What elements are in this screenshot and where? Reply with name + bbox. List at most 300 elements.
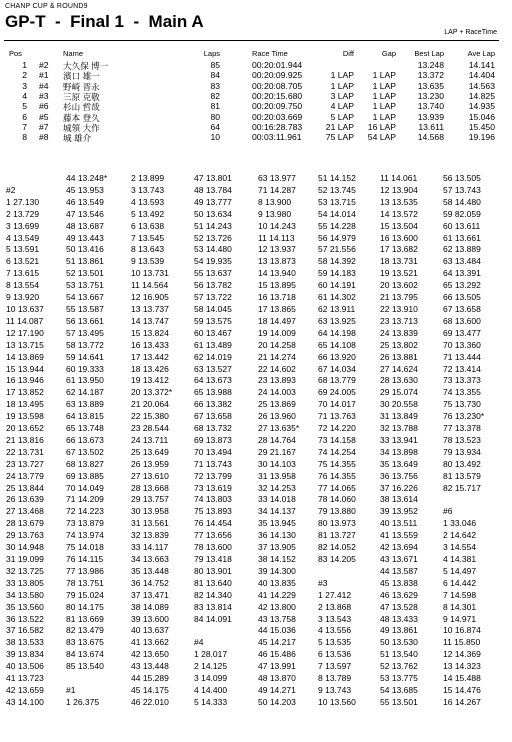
lap-entry: 15 13.895 — [258, 280, 296, 291]
lap-entry: 11 14.087 — [6, 315, 44, 326]
lap-entry: 22 13.731 — [6, 446, 44, 457]
lap-entry — [318, 566, 356, 578]
result-row — [0, 122, 512, 132]
lap-entry: 25 13.649 — [131, 446, 169, 457]
lap-entry: 60 14.191 — [318, 280, 356, 291]
result-row — [0, 60, 512, 70]
result-ave-lap: 15.450 — [468, 121, 495, 132]
result-car-number: #1 — [39, 70, 49, 81]
result-ave-lap: 14.141 — [468, 60, 495, 70]
lap-column — [131, 173, 172, 709]
result-car-number: #8 — [39, 132, 49, 143]
lap-entry: 36 13.756 — [380, 470, 418, 481]
lap-entry: 83 13.814 — [194, 601, 232, 612]
lap-entry: 56 14.979 — [318, 232, 356, 243]
lap-entry: 83 14.205 — [318, 554, 356, 564]
lap-entry: 38 13.533 — [6, 637, 44, 648]
result-ave-lap: 19.196 — [468, 132, 495, 143]
lap-entry: 82 14.052 — [318, 542, 356, 553]
lap-entry: 24 13.711 — [131, 434, 169, 445]
lap-entry: 30 14.103 — [258, 458, 296, 469]
lap-entry: 21 13.795 — [380, 292, 418, 303]
lap-entry: 57 13.743 — [443, 184, 481, 195]
lap-entry: 61 13.489 — [194, 339, 232, 350]
lap-entry: 63 13.484 — [443, 256, 481, 267]
lap-entry: 16 13.433 — [131, 339, 169, 350]
lap-entry: 48 13.687 — [66, 220, 104, 231]
lap-entry: 69 13.477 — [443, 327, 481, 338]
lap-entry: 14 13.869 — [6, 351, 44, 362]
lap-entry: 33 13.941 — [380, 434, 418, 445]
result-position: 6 — [22, 111, 27, 122]
lap-entry: 30 14.948 — [6, 542, 44, 553]
result-best-lap: 13.248 — [417, 60, 444, 70]
lap-entry: 1 27.412 — [318, 589, 352, 600]
result-race-time: 00:03:11.961 — [252, 132, 302, 143]
lap-entry: 33 13.805 — [6, 577, 44, 588]
lap-entry: 38 14.152 — [258, 554, 296, 564]
lap-entry: 16 14.267 — [443, 696, 481, 707]
lap-entry: 29 15.074 — [380, 387, 418, 398]
result-driver-name: 三原 克敬 — [63, 91, 100, 102]
lap-entry: 60 13.467 — [194, 327, 232, 338]
lap-entry: 11 15.850 — [443, 637, 481, 648]
result-best-lap: 14.568 — [417, 132, 444, 143]
result-gap — [356, 60, 396, 70]
lap-entry: 68 13.827 — [66, 458, 104, 469]
lap-entry: 66 13.673 — [66, 434, 104, 445]
result-best-lap: 13.372 — [417, 70, 444, 81]
lap-entry: 63 13.925 — [318, 315, 356, 326]
lap-entry: 59 82.059 — [443, 208, 481, 219]
lap-entry: 67 13.658 — [194, 411, 232, 422]
lap-column — [258, 173, 299, 709]
lap-entry: 75 14.018 — [66, 542, 104, 553]
lap-entry: 73 13.879 — [66, 518, 104, 529]
lap-entry: 46 13.549 — [66, 196, 104, 207]
lap-entry: 54 19.935 — [194, 256, 232, 267]
lap-entry: 69 13.873 — [194, 434, 232, 445]
lap-entry: 31 13.561 — [131, 518, 169, 529]
lap-entry: 71 13.743 — [194, 458, 232, 469]
lap-entry: 78 14.060 — [318, 494, 356, 505]
lap-entry: 8 13.554 — [6, 280, 40, 291]
result-position: 5 — [22, 101, 27, 112]
lap-entry: 2 13.729 — [6, 208, 40, 219]
car-heading: #2 — [6, 184, 16, 195]
lap-entry: 24 13.839 — [380, 327, 418, 338]
lap-entry: 24 14.003 — [258, 387, 296, 398]
lap-entry: 58 13.772 — [66, 339, 104, 350]
lap-entry: 37 16.226 — [380, 482, 418, 493]
col-name: Name — [63, 49, 84, 58]
result-laps: 64 — [210, 121, 220, 132]
lap-entry: 42 13.694 — [380, 542, 418, 553]
lap-entry: 6 13.638 — [131, 220, 165, 231]
car-heading: #1 — [66, 684, 76, 695]
lap-entry: 73 14.158 — [318, 434, 356, 445]
result-ave-lap: 14.563 — [468, 80, 495, 91]
lap-entry: 40 13.637 — [131, 625, 169, 636]
lap-entry: 52 13.726 — [194, 232, 232, 243]
lap-entry: 72 13.799 — [194, 470, 232, 481]
lap-entry: 1 27.130 — [6, 196, 40, 207]
lap-column — [443, 173, 484, 709]
lap-entry: 84 13.674 — [66, 649, 104, 660]
result-best-lap: 13.635 — [417, 80, 444, 91]
lap-entry: 32 13.725 — [6, 565, 44, 576]
lap-entry: 71 14.209 — [66, 494, 104, 505]
lap-entry: 49 14.271 — [258, 684, 296, 695]
lap-entry: 15 13.824 — [131, 327, 169, 338]
lap-entry: 6 13.521 — [6, 256, 40, 267]
lap-entry: 20 13.652 — [6, 423, 44, 434]
lap-entry: 18 13.731 — [380, 256, 418, 267]
lap-entry: 2 13.899 — [131, 173, 165, 183]
lap-entry: 34 14.137 — [258, 506, 296, 517]
result-gap: 1 LAP — [372, 111, 396, 122]
lap-entry: 46 13.629 — [380, 589, 418, 600]
lap-entry: 76 14.454 — [194, 518, 232, 529]
lap-column — [318, 173, 356, 709]
lap-entry: 2 13.868 — [318, 601, 352, 612]
lap-entry: 14 13.940 — [258, 268, 296, 279]
lap-entry: 43 13.448 — [131, 661, 169, 672]
lap-entry: 44 15.036 — [258, 625, 296, 636]
lap-entry: 32 14.253 — [258, 482, 296, 493]
lap-entry: 42 13.800 — [258, 601, 296, 612]
lap-entry: 8 13.643 — [131, 244, 165, 255]
lap-entry: 5 14.333 — [194, 696, 228, 707]
lap-entry: 43 13.758 — [258, 613, 296, 624]
col-race-time: Race Time — [252, 49, 288, 58]
lap-entry: 76 14.355 — [318, 470, 356, 481]
lap-entry: 41 13.723 — [6, 673, 44, 684]
lap-entry: 39 13.600 — [131, 613, 169, 624]
lap-entry: 17 13.865 — [258, 303, 296, 314]
lap-entry: 31 13.958 — [258, 470, 296, 481]
lap-entry: 78 13.523 — [443, 434, 481, 445]
result-diff: 5 LAP — [330, 111, 354, 122]
lap-entry: 22 14.602 — [258, 363, 296, 374]
lap-entry: 63 13.977 — [258, 173, 296, 183]
lap-entry: 9 13.920 — [6, 292, 40, 303]
lap-entry: 64 13.673 — [194, 375, 232, 386]
lap-column — [66, 173, 107, 709]
lap-entry: 74 13.803 — [194, 494, 232, 505]
lap-entry: 9 13.980 — [258, 208, 292, 219]
lap-entry: 48 13.433 — [380, 613, 418, 624]
lap-entry: 51 14.152 — [318, 173, 356, 183]
lap-entry: 1 26.375 — [66, 696, 100, 707]
lap-entry — [443, 494, 484, 506]
lap-entry: 3 13.699 — [6, 220, 40, 231]
lap-entry: 3 14.099 — [194, 673, 228, 684]
lap-entry: 50 13.634 — [194, 208, 232, 219]
lap-entry: 13 13.715 — [6, 339, 44, 350]
lap-entry: 66 13.920 — [318, 351, 356, 362]
result-gap: 1 LAP — [372, 101, 396, 112]
lap-entry: 47 13.801 — [194, 173, 232, 183]
lap-entry: 38 14.089 — [131, 601, 169, 612]
lap-entry: 59 13.575 — [194, 315, 232, 326]
lap-entry: 62 13.889 — [443, 244, 481, 255]
lap-entry: 10 16.874 — [443, 625, 481, 636]
lap-entry: 5 13.535 — [318, 637, 352, 648]
lap-entry: 9 13.743 — [318, 684, 352, 695]
lap-entry: 56 13.661 — [66, 315, 104, 326]
lap-entry: 28 13.630 — [380, 375, 418, 386]
lap-entry: 12 13.904 — [380, 184, 418, 195]
result-driver-name: 杉山 哲哉 — [63, 102, 100, 113]
lap-entry: 41 14.229 — [258, 589, 296, 600]
result-position: 2 — [22, 70, 27, 81]
lap-entry: 2 14.125 — [194, 661, 228, 672]
lap-entry: 50 13.530 — [380, 637, 418, 648]
lap-entry: 63 13.889 — [66, 399, 104, 410]
col-diff: Diff — [342, 49, 354, 58]
lap-entry: 32 13.839 — [131, 530, 169, 541]
lap-entry: 12 14.369 — [443, 649, 481, 660]
lap-entry: 73 13.373 — [443, 375, 481, 386]
result-car-number: #5 — [39, 111, 49, 122]
lap-entry: 55 13.637 — [194, 268, 232, 279]
lap-entry: 26 13.959 — [131, 458, 169, 469]
result-driver-name: 濱口 雄一 — [63, 71, 100, 82]
lap-entry: 53 13.715 — [318, 196, 356, 207]
result-car-number: #3 — [39, 90, 49, 101]
result-diff — [310, 60, 354, 70]
lap-entry: 37 13.905 — [258, 542, 296, 553]
lap-entry: 12 17.190 — [6, 327, 44, 338]
lap-entry: 40 13.506 — [6, 661, 44, 672]
result-position: 3 — [22, 80, 27, 91]
lap-entry: 58 14.392 — [318, 256, 356, 267]
col-laps: Laps — [203, 49, 220, 58]
lap-entry: 64 13.815 — [66, 411, 104, 422]
lap-entry: 33 14.117 — [131, 542, 169, 553]
lap-entry: 35 13.945 — [258, 518, 296, 529]
lap-entry: 60 19.333 — [66, 363, 104, 374]
lap-entry: 35 13.560 — [6, 601, 44, 612]
lap-entry: 55 13.501 — [380, 696, 418, 707]
col-pos: Pos — [9, 49, 22, 58]
lap-entry: 82 13.479 — [66, 625, 104, 636]
lap-entry: 44 13.248* — [66, 173, 108, 183]
lap-entry: 31 19.099 — [6, 554, 44, 564]
result-driver-name: 藤本 登久 — [63, 112, 100, 123]
lap-entry: 57 13.495 — [66, 327, 104, 338]
header-rule — [4, 40, 499, 41]
page-title: GP-T - Final 1 - Main A — [5, 12, 204, 31]
lap-entry: 1 28.017 — [194, 649, 228, 660]
lap-entry: 21 14.274 — [258, 351, 296, 362]
lap-entry: 32 13.788 — [380, 423, 418, 434]
lap-entry: 8 13.900 — [258, 196, 292, 207]
lap-entry: 7 13.615 — [6, 268, 40, 279]
lap-entry: 28 13.679 — [6, 518, 44, 529]
lap-entry: 47 13.546 — [66, 208, 104, 219]
lap-entry: 30 20.558 — [380, 399, 418, 410]
result-driver-name: 城 雄介 — [63, 133, 92, 144]
lap-entry: 71 13.763 — [318, 411, 356, 422]
lap-entry: 62 14.019 — [194, 351, 232, 362]
lap-entry: 61 13.950 — [66, 375, 104, 386]
lap-entry: 77 14.065 — [318, 482, 356, 493]
lap-entry: 18 14.497 — [258, 315, 296, 326]
result-ave-lap: 14.825 — [468, 90, 495, 101]
result-race-time: 00:20:09.750 — [252, 101, 303, 112]
lap-entry: 5 14.497 — [443, 565, 477, 576]
result-diff: 3 LAP — [330, 90, 354, 101]
car-heading: #3 — [318, 577, 328, 588]
lap-entry: 72 14.220 — [318, 423, 356, 434]
lap-entry: 27 13.468 — [6, 506, 44, 517]
lap-entry: 48 13.870 — [258, 673, 296, 684]
lap-entry: 13 13.737 — [131, 303, 169, 314]
result-gap: 16 LAP — [367, 121, 396, 132]
lap-entry: 66 13.382 — [194, 399, 232, 410]
lap-entry: 71 14.287 — [258, 184, 296, 195]
lap-entry: 26 13.881 — [380, 351, 418, 362]
result-row — [0, 70, 512, 80]
lap-entry: 28 14.764 — [258, 434, 296, 445]
lap-entry: 41 13.559 — [380, 530, 418, 541]
result-race-time: 00:20:08.705 — [252, 80, 303, 91]
result-gap: 1 LAP — [372, 70, 396, 81]
lap-entry: 27 14.624 — [380, 363, 418, 374]
lap-entry: 54 14.014 — [318, 208, 356, 219]
lap-entry: 57 21.556 — [318, 244, 356, 255]
result-driver-name: 野崎 晋永 — [63, 81, 100, 92]
lap-entry: 3 13.743 — [131, 184, 165, 195]
lap-entry: 37 13.471 — [131, 589, 169, 600]
result-race-time: 00:16:28.783 — [252, 121, 303, 132]
lap-entry: 45 14.217 — [258, 637, 296, 648]
result-laps: 82 — [210, 90, 220, 101]
result-diff: 4 LAP — [330, 101, 354, 112]
result-gap: 1 LAP — [372, 80, 396, 91]
result-ave-lap: 14.935 — [468, 101, 495, 112]
lap-entry: 77 13.986 — [66, 565, 104, 576]
lap-entry: 79 15.024 — [66, 589, 104, 600]
lap-entry: 41 13.662 — [131, 637, 169, 648]
result-laps: 84 — [210, 70, 220, 81]
lap-entry: 56 13.782 — [194, 280, 232, 291]
result-ave-lap: 14.404 — [468, 70, 495, 81]
lap-entry: 67 14.034 — [318, 363, 356, 374]
lap-entry: 10 13.731 — [131, 268, 169, 279]
lap-entry: 80 13.901 — [194, 565, 232, 576]
result-laps: 80 — [210, 111, 220, 122]
lap-entry: 7 13.597 — [318, 661, 352, 672]
lap-entry: 65 13.292 — [443, 280, 481, 291]
subtitle: LAP + RaceTime — [444, 29, 497, 36]
lap-entry: 74 13.355 — [443, 387, 481, 398]
lap-entry: 17 13.852 — [6, 387, 44, 398]
lap-entry: 45 13.838 — [380, 577, 418, 588]
result-car-number: #2 — [39, 60, 49, 70]
result-row — [0, 81, 512, 91]
result-diff: 1 LAP — [330, 70, 354, 81]
lap-entry: 53 13.751 — [66, 280, 104, 291]
lap-entry: 10 13.637 — [6, 303, 44, 314]
lap-entry: 49 13.777 — [194, 196, 232, 207]
lap-entry: 62 14.187 — [66, 387, 104, 398]
result-position: 4 — [22, 90, 27, 101]
lap-entry: 15 13.944 — [6, 363, 44, 374]
lap-entry: 59 14.641 — [66, 351, 104, 362]
col-best-lap: Best Lap — [414, 49, 444, 58]
lap-entry — [6, 173, 44, 185]
lap-entry: 13 13.535 — [380, 196, 418, 207]
lap-entry: 17 13.682 — [380, 244, 418, 255]
lap-entry: 11 14.113 — [258, 232, 295, 243]
lap-entry: 40 13.511 — [380, 518, 418, 529]
lap-entry: 23 13.727 — [6, 458, 44, 469]
lap-column — [194, 173, 232, 709]
lap-entry: 25 13.844 — [6, 482, 44, 493]
lap-entry: 27 13.635* — [258, 423, 300, 434]
lap-entry: 64 13.391 — [443, 268, 481, 279]
lap-entry: 10 14.243 — [258, 220, 296, 231]
lap-entry: 43 14.100 — [6, 696, 44, 707]
lap-entry: 25 13.802 — [380, 339, 418, 350]
lap-column — [6, 173, 44, 709]
result-row — [0, 112, 512, 122]
result-row — [0, 101, 512, 111]
lap-entry: 30 13.958 — [131, 506, 169, 517]
result-race-time: 00:20:09.925 — [252, 70, 303, 81]
lap-entry: 82 15.717 — [443, 482, 481, 493]
lap-entry: 74 14.254 — [318, 446, 356, 457]
result-position: 8 — [22, 132, 27, 143]
col-gap: Gap — [381, 49, 396, 58]
lap-entry: 28 13.668 — [131, 482, 169, 493]
lap-entry: 19 13.598 — [6, 411, 44, 422]
lap-entry: 51 14.243 — [194, 220, 232, 231]
lap-entry: 14 13.572 — [380, 208, 418, 219]
result-car-number: #7 — [39, 121, 49, 132]
results-header-row — [0, 49, 512, 59]
result-gap: 54 LAP — [367, 132, 396, 143]
result-car-number: #4 — [39, 80, 49, 91]
result-laps: 85 — [210, 60, 220, 70]
lap-entry: 4 13.556 — [318, 625, 352, 636]
lap-entry: 9 14.971 — [443, 613, 477, 624]
lap-entry: 67 13.658 — [443, 303, 481, 314]
lap-entry: 16 13.600 — [380, 232, 418, 243]
lap-entry: 7 13.545 — [131, 232, 165, 243]
lap-entry: 74 13.974 — [66, 530, 104, 541]
lap-entry: 9 13.539 — [131, 256, 165, 267]
lap-entry: 59 14.183 — [318, 268, 356, 279]
result-laps: 83 — [210, 80, 220, 91]
lap-entry: 72 13.414 — [443, 363, 481, 374]
lap-entry: 39 14.300 — [258, 565, 296, 576]
lap-entry: 11 14.061 — [380, 173, 418, 183]
lap-entry: 4 13.549 — [6, 232, 40, 243]
lap-entry: 21 13.816 — [6, 434, 44, 445]
lap-entry: 8 14.301 — [443, 601, 477, 612]
lap-entry: 50 14.203 — [258, 696, 296, 707]
lap-entry: 24 13.779 — [6, 470, 44, 481]
lap-entry: 10 13.560 — [318, 696, 356, 707]
result-ave-lap: 15.046 — [468, 111, 495, 122]
result-row — [0, 91, 512, 101]
lap-entry: 52 13.501 — [66, 268, 104, 279]
lap-entry: 13 13.873 — [258, 256, 296, 267]
